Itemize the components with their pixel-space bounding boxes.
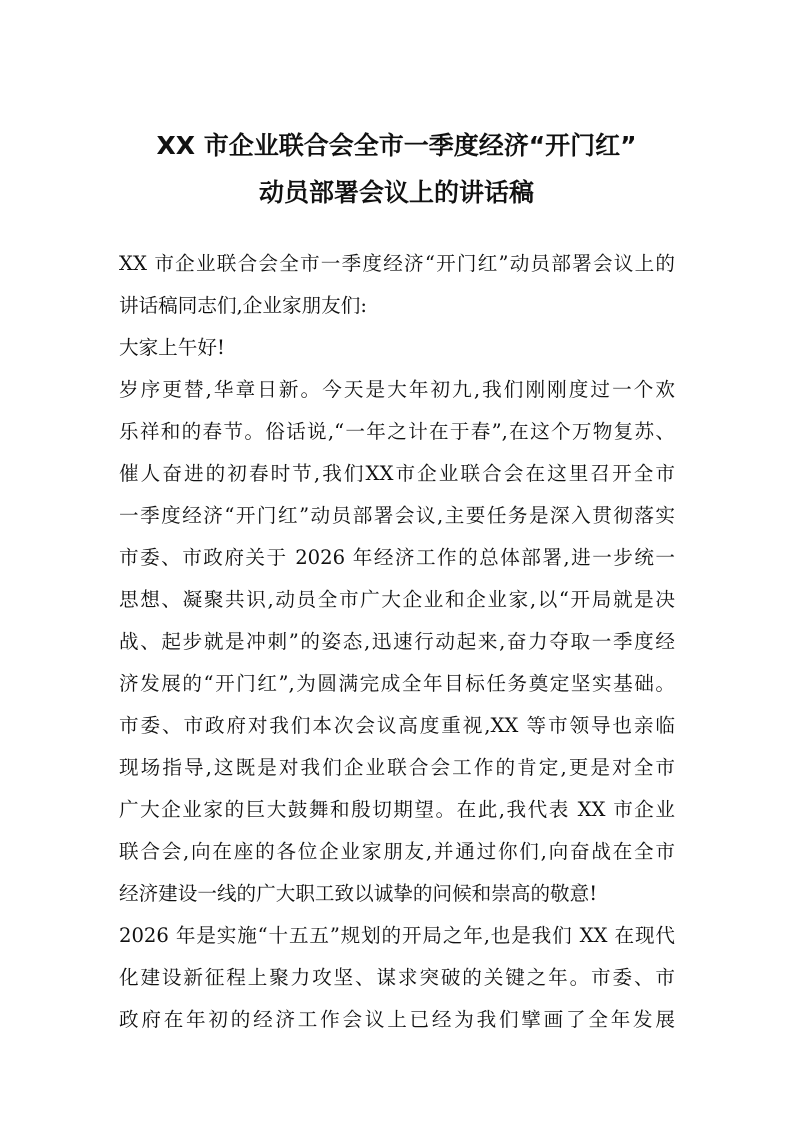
body-line: XX 市企业联合会全市一季度经济“开门红”动员部署会议上的 [119, 252, 675, 275]
body-line: 化建设新征程上聚力攻坚、谋求突破的关键之年。市委、市 [119, 966, 675, 989]
body-line: 战、起步就是冲刺”的姿态,迅速行动起来,奋力夺取一季度经 [119, 630, 675, 653]
body-line: 经济建设一线的广大职工致以诚挚的问候和崇高的敬意! [119, 882, 598, 905]
document-body [119, 243, 675, 1041]
body-line: 联合会,向在座的各位企业家朋友,并通过你们,向奋战在全市 [119, 840, 675, 863]
body-line: 思想、凝聚共识,动员全市广大企业和企业家,以“开局就是决 [119, 588, 675, 611]
body-line: 催人奋进的初春时节,我们XX市企业联合会在这里召开全市 [119, 462, 675, 485]
body-line: 大家上午好! [119, 336, 225, 359]
body-line: 广大企业家的巨大鼓舞和殷切期望。在此,我代表 XX 市企业 [119, 798, 675, 821]
document-title-line-2: 动员部署会议上的讲话稿 [258, 178, 534, 207]
body-line: 现场指导,这既是对我们企业联合会工作的肯定,更是对全市 [119, 756, 675, 779]
body-line: 乐祥和的春节。俗话说,“一年之计在于春”,在这个万物复苏、 [119, 420, 675, 443]
body-line: 政府在年初的经济工作会议上已经为我们擘画了全年发展 [119, 1008, 675, 1031]
body-line: 讲话稿同志们,企业家朋友们: [119, 294, 367, 317]
body-line: 一季度经济“开门红”动员部署会议,主要任务是深入贯彻落实 [119, 504, 675, 527]
document-title-line-1: XX 市企业联合会全市一季度经济“开门红” [156, 131, 637, 160]
body-line: 市委、市政府对我们本次会议高度重视,XX 等市领导也亲临 [119, 714, 675, 737]
body-line: 2026 年是实施“十五五”规划的开局之年,也是我们 XX 在现代 [119, 924, 675, 947]
body-line: 济发展的“开门红”,为圆满完成全年目标任务奠定坚实基础。 [119, 672, 675, 695]
body-line: 市委、市政府关于 2026 年经济工作的总体部署,进一步统一 [119, 546, 675, 569]
body-line: 岁序更替,华章日新。今天是大年初九,我们刚刚度过一个欢 [119, 378, 675, 401]
